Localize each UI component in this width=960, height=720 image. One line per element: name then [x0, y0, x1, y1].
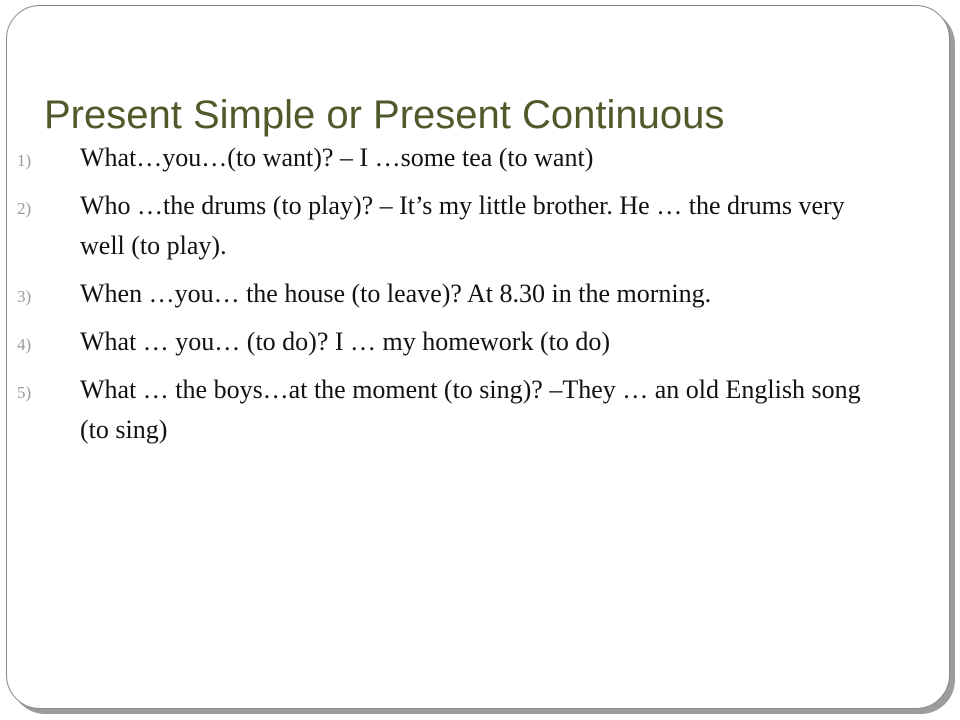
- list-item: [7, 274, 907, 314]
- item-text: Who …the drums (to play)? – It’s my little brother. He … the drums very well (to play).: [80, 191, 845, 260]
- exercise-list: [7, 138, 907, 458]
- item-number: 4): [17, 335, 32, 354]
- item-number: 1): [17, 151, 32, 170]
- slide: [6, 5, 950, 709]
- item-text: What … you… (to do)? I … my homework (to do): [80, 327, 611, 356]
- item-text: When …you… the house (to leave)? At 8.30 in the morning.: [80, 279, 712, 308]
- slide-title: Present Simple or Present Continuous: [44, 93, 725, 137]
- item-number: 5): [17, 383, 32, 402]
- item-text: What…you…(to want)? – I …some tea (to want): [80, 143, 594, 172]
- list-item: [7, 370, 907, 450]
- list-item: [7, 322, 907, 362]
- item-number: 3): [17, 287, 32, 306]
- list-item: [7, 186, 907, 266]
- item-number: 2): [17, 199, 32, 218]
- item-text: What … the boys…at the moment (to sing)? –They … an old English song (to sing): [80, 375, 861, 444]
- list-item: [7, 138, 907, 178]
